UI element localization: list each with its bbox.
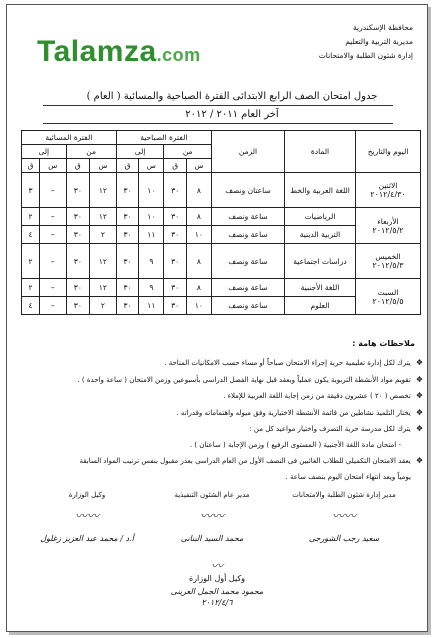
note-text: يترك لكل إدارة تعليمية حرية إجراء الامتحان صباحاً أو مساء حسب الامكانيات المتاحة . — [164, 359, 411, 367]
note-item — [23, 470, 423, 486]
note-item — [23, 388, 423, 405]
time-value: ٩ — [139, 244, 164, 279]
logo-main-text: Talamza — [37, 35, 157, 68]
signature-date: ٢٠١٢/٤/٦ — [201, 598, 233, 607]
time-value: ٣٠ — [116, 226, 139, 244]
note-text: يعقد الامتحان التكميلى للطلاب الغائبين فى النصف الأول من العام الدراسى بعذر مقبول بنفس ترتيب المواد السابقة — [79, 457, 411, 465]
header-s: س — [139, 159, 164, 173]
time-value: ٢ — [22, 244, 40, 279]
time-value: ١٠ — [139, 208, 164, 226]
handwritten-signature: 〰 — [210, 559, 223, 573]
day-name: الاثنين — [378, 181, 398, 190]
signature-name: محمد السيد البنانى — [180, 534, 244, 543]
time-value: ٨ — [186, 244, 211, 279]
time-value: ٢ — [22, 279, 40, 297]
time-value: ٩ — [139, 279, 164, 297]
document-title: جدول امتحان الصف الرابع الابتدائى الفترة الصباحية والمسائية ( العام ) — [86, 91, 378, 102]
header-q: ق — [66, 159, 90, 173]
day-cell — [356, 279, 421, 315]
header-s: س — [39, 159, 66, 173]
note-text: يترك لكل مدرسة حرية التصرف واختيار مواعيد كل من : — [249, 425, 411, 433]
time-value: – — [39, 173, 66, 208]
time-value: ٣٠ — [116, 297, 139, 315]
header-evening: الفترة المسائية — [22, 131, 117, 145]
diamond-bullet-icon: ❖ — [415, 424, 423, 433]
site-logo — [37, 35, 201, 69]
day-name: الخميس — [375, 252, 401, 261]
duration-cell: ساعة ونصف — [212, 297, 285, 315]
signature-title: مدير إدارة شئون الطلبة والامتحانات — [292, 491, 396, 499]
day-name: الأربعاء — [377, 216, 399, 226]
signature-title: مدير عام الشئون التنفيذية — [174, 491, 250, 499]
time-value: ٣٠ — [66, 297, 90, 315]
day-cell — [356, 208, 421, 244]
time-value: ٨ — [186, 173, 211, 208]
signature-block-first-undersecretary — [147, 557, 287, 607]
header-q: ق — [164, 159, 186, 173]
header-m-from: من — [164, 145, 212, 159]
handwritten-signature: 〰〰 — [199, 509, 224, 523]
time-value: – — [39, 226, 66, 244]
time-value: ١٢ — [90, 173, 117, 208]
time-value: – — [39, 244, 66, 279]
time-value: ٣٠ — [164, 226, 186, 244]
table-row — [22, 173, 421, 208]
signature-block-undersecretary — [27, 491, 147, 543]
time-value: ٣٠ — [116, 173, 139, 208]
duration-cell: ساعة ونصف — [212, 244, 285, 279]
time-value: ٢ — [90, 297, 117, 315]
note-item — [23, 421, 423, 438]
time-value: – — [39, 279, 66, 297]
time-value: ٣٠ — [66, 208, 90, 226]
note-text: يختار التلميذ نشاطين من قائمة الأنشطة الاختيارية وفق ميوله واهتماماته وقدراته . — [176, 408, 411, 417]
document-subtitle: آخر العام ٢٠١١ / ٢٠١٢ — [185, 109, 279, 120]
day-name: السبت — [377, 287, 399, 297]
time-value: ٢ — [22, 208, 40, 226]
time-value: ١٢ — [90, 279, 117, 297]
diamond-bullet-icon: ❖ — [415, 407, 423, 417]
note-item — [23, 438, 423, 454]
day-date: ٢٠١٢/٥/٢ — [372, 225, 404, 235]
subject-cell: دراسات اجتماعية — [285, 244, 356, 279]
time-value: – — [39, 208, 66, 226]
diamond-bullet-icon: ❖ — [415, 391, 423, 400]
time-value: ٣٠ — [164, 279, 186, 297]
day-cell — [356, 173, 421, 208]
subject-cell: الرياضيات — [285, 208, 356, 226]
table-row — [22, 208, 421, 226]
note-item — [23, 405, 423, 422]
signature-title: وكيل أول الوزارة — [188, 574, 246, 583]
org-line-directorate: مديرية التربية والتعليم — [345, 37, 413, 46]
exam-schedule-table — [21, 130, 421, 315]
time-value: ٤ — [22, 297, 40, 315]
signature-name: أ.د / محمد عبد العزيز زغلول — [40, 534, 134, 543]
org-line-department: إدارة شئون الطلبة والامتحانات — [318, 51, 413, 60]
time-value: ٨ — [186, 279, 211, 297]
time-value: ٢ — [90, 226, 117, 244]
diamond-bullet-icon: ❖ — [415, 358, 423, 367]
day-cell — [356, 244, 421, 279]
duration-cell: ساعتان ونصف — [212, 173, 285, 208]
org-line-governorate: محافظة الإسكندرية — [352, 23, 413, 32]
duration-cell: ساعة ونصف — [212, 208, 285, 226]
time-value: – — [39, 297, 66, 315]
handwritten-signature: 〰〰 — [74, 509, 99, 523]
note-text: يومياً ويعد انتهاء امتحان اليوم بنصف ساعة . — [285, 472, 411, 481]
notes-list — [23, 355, 423, 485]
header-e-from: من — [66, 145, 116, 159]
table-row — [22, 244, 421, 279]
header-q: ق — [22, 159, 40, 173]
time-value: ١١ — [139, 226, 164, 244]
document-page — [6, 4, 428, 632]
note-item — [23, 453, 423, 470]
diamond-bullet-icon: ❖ — [415, 374, 423, 384]
header-day: اليوم والتاريخ — [356, 131, 421, 173]
note-text: - امتحان مادة اللغة الأجنبية ( المستوى الرفيع ) وزمن الإجابة ( ساعتان ) . — [189, 440, 401, 449]
header-time: الزمن — [212, 131, 285, 173]
time-value: ٤ — [22, 226, 40, 244]
time-value: ٣٠ — [116, 244, 139, 279]
day-date: ٢٠١٢/٥/٣ — [372, 261, 404, 270]
subject-cell: اللغة العربية والخط — [285, 173, 356, 208]
note-text: تخصص ( ٢٠ ) عشرون دقيقة من زمن إجابة اللغة العربية للإملاء . — [223, 392, 411, 400]
note-item — [23, 355, 423, 372]
time-value: ٣٠ — [164, 173, 186, 208]
header-morning: الفترة الصباحية — [116, 131, 211, 145]
day-date: ٢٠١٢/٤/٣٠ — [370, 190, 406, 199]
time-value: ٣٠ — [164, 244, 186, 279]
subject-cell: اللغة الأجنبية — [285, 279, 356, 297]
duration-cell: ساعة ونصف — [212, 279, 285, 297]
table-row — [22, 279, 421, 297]
header-s: س — [186, 159, 211, 173]
time-value: ١٠ — [139, 173, 164, 208]
note-item — [23, 372, 423, 389]
day-date: ٢٠١٢/٥/٥ — [372, 296, 404, 306]
time-value: ١٠ — [186, 226, 211, 244]
signature-name: محمود محمد الجمل العرينى — [170, 587, 264, 596]
time-value: ٨ — [186, 208, 211, 226]
subject-cell: العلوم — [285, 297, 356, 315]
header-q: ق — [116, 159, 139, 173]
duration-cell: ساعة ونصف — [212, 226, 285, 244]
time-value: ٣٠ — [66, 173, 90, 208]
subtitle-underline — [43, 123, 393, 124]
time-value: ١٠ — [186, 297, 211, 315]
notes-heading: ملاحظات هامة : — [352, 339, 415, 348]
signature-title: وكيل الوزارة — [68, 491, 106, 499]
time-value: ٣٠ — [116, 279, 139, 297]
subject-cell: التربية الدينية — [285, 226, 356, 244]
diamond-bullet-icon: ❖ — [415, 456, 423, 465]
header-e-to: إلى — [22, 145, 67, 159]
title-underline — [43, 105, 393, 106]
header-subject: المادة — [285, 131, 356, 173]
handwritten-signature: 〰〰 — [331, 509, 356, 523]
time-value: ٣٠ — [66, 244, 90, 279]
organization-header — [319, 21, 413, 63]
header-s: س — [90, 159, 117, 173]
time-value: ١١ — [139, 297, 164, 315]
note-text: تقويم مواد الأنشطة التربوية يكون عملياً ويعقد قبل نهاية الفصل الدراسى بأسبوعين وزمن الامتحان ( ساعة واحدة ) . — [77, 375, 411, 384]
time-value: ٣٠ — [164, 208, 186, 226]
time-value: ١٢ — [90, 208, 117, 226]
header-m-to: إلى — [116, 145, 164, 159]
logo-suffix: .com — [156, 45, 201, 65]
time-value: ٣٠ — [164, 297, 186, 315]
time-value: ٣٠ — [66, 279, 90, 297]
signature-block-students-affairs — [269, 491, 419, 543]
time-value: ٣٠ — [66, 226, 90, 244]
time-value: ٣٠ — [116, 208, 139, 226]
signature-name: سعيد رجب الشورجى — [308, 534, 380, 543]
signature-block-executive-affairs — [147, 491, 277, 543]
time-value: ١٢ — [90, 244, 117, 279]
time-value: ٣ — [22, 173, 40, 208]
